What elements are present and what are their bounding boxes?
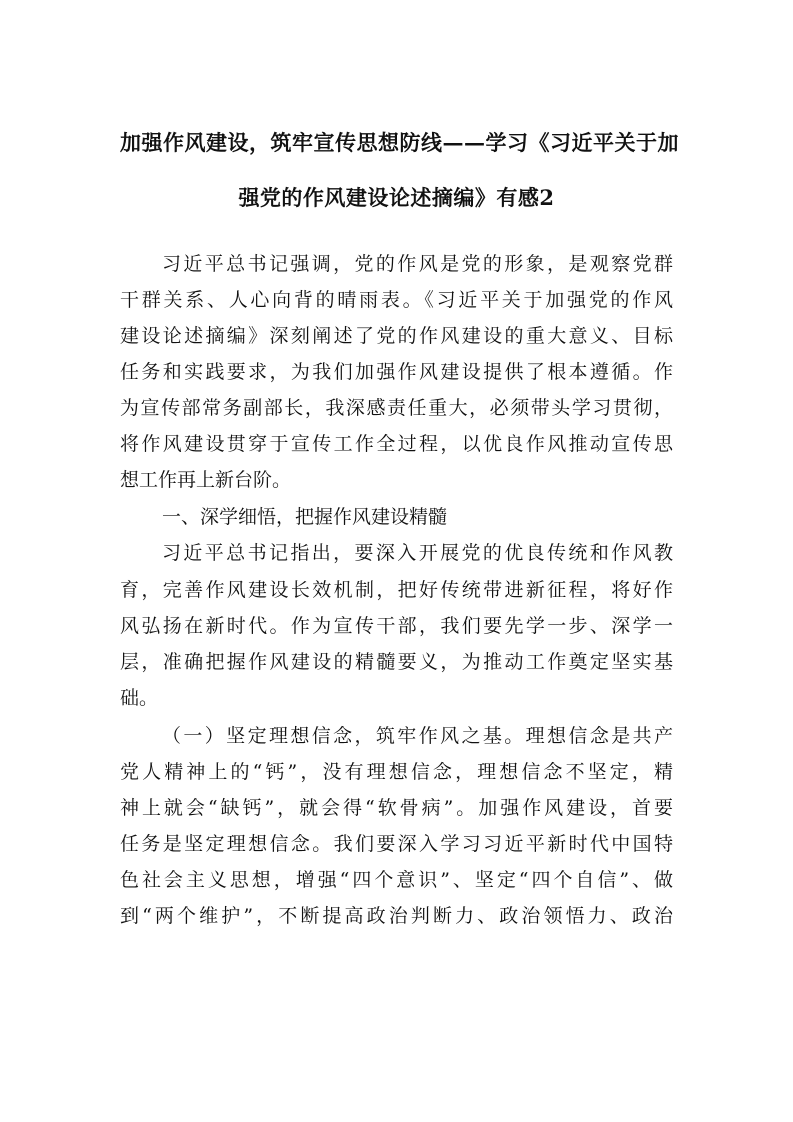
paragraph-line: 任务和实践要求，为我们加强作风建设提供了根本遵循。作 bbox=[120, 361, 673, 383]
paragraph-line: 风弘扬在新时代。作为宣传干部，我们要先学一步、深学一 bbox=[120, 615, 673, 637]
paragraph-line: 到“两个维护”，不断提高政治判断力、政治领悟力、政治 bbox=[120, 905, 673, 927]
paragraph-line: 干群关系、人心向背的晴雨表。《习近平关于加强党的作风 bbox=[120, 289, 673, 311]
paragraph-line: 任务是坚定理想信念。我们要深入学习习近平新时代中国特 bbox=[120, 833, 673, 855]
paragraph-line: （一）坚定理想信念，筑牢作风之基。理想信念是共产 bbox=[162, 725, 673, 747]
document-title-line-1: 加强作风建设，筑牢宣传思想防线——学习《习近平关于加 bbox=[120, 130, 679, 155]
paragraph-line: 建设论述摘编》深刻阐述了党的作风建设的重大意义、目标 bbox=[120, 325, 673, 347]
paragraph-line: 础。 bbox=[120, 687, 159, 709]
paragraph-line: 为宣传部常务副部长，我深感责任重大，必须带头学习贯彻， bbox=[120, 397, 673, 419]
document-title-line-2: 强党的作风建设论述摘编》有感2 bbox=[238, 185, 555, 210]
paragraph-line: 神上就会“缺钙”，就会得“软骨病”。加强作风建设，首要 bbox=[120, 797, 673, 819]
paragraph-line: 层，准确把握作风建设的精髓要义，为推动工作奠定坚实基 bbox=[120, 651, 673, 673]
section-heading: 一、深学细悟，把握作风建设精髓 bbox=[162, 506, 448, 528]
paragraph-line: 习近平总书记强调，党的作风是党的形象，是观察党群 bbox=[162, 253, 673, 275]
paragraph-line: 想工作再上新台阶。 bbox=[120, 469, 292, 491]
paragraph-line: 育，完善作风建设长效机制，把好传统带进新征程，将好作 bbox=[120, 579, 673, 601]
paragraph-line: 将作风建设贯穿于宣传工作全过程，以优良作风推动宣传思 bbox=[120, 433, 673, 455]
paragraph-line: 党人精神上的“钙”，没有理想信念，理想信念不坚定，精 bbox=[120, 761, 673, 783]
paragraph-line: 色社会主义思想，增强“四个意识”、坚定“四个自信”、做 bbox=[120, 869, 673, 891]
paragraph-line: 习近平总书记指出，要深入开展党的优良传统和作风教 bbox=[162, 542, 673, 564]
